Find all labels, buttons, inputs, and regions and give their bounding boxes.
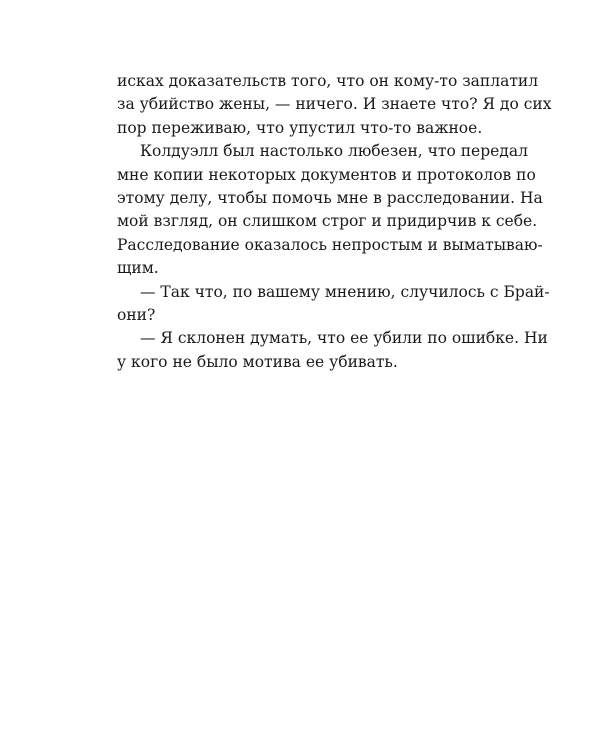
text-line: этому делу, чтобы помочь мне в расследовании. На [117, 188, 543, 207]
text-line: щим. [117, 259, 159, 278]
text-line: за убийство жены, — ничего. И знаете что? Я до сих [117, 95, 552, 114]
text-line: Колдуэлл был настолько любезен, что передал [140, 142, 528, 161]
text-line: мне копии некоторых документов и протоколов по [117, 165, 536, 184]
text-line: Расследование оказалось непростым и выматываю- [117, 235, 543, 254]
text-line: — Я склонен думать, что ее убили по ошибке. Ни [140, 329, 548, 348]
text-line: пор переживаю, что упустил что-то важное. [117, 118, 483, 137]
text-line: — Так что, по вашему мнению, случилось с Брай- [140, 282, 550, 301]
text-line: у кого не было мотива ее убивать. [117, 352, 398, 371]
text-line: исках доказательств того, что он кому-то заплатил [117, 72, 539, 90]
body-text [117, 70, 552, 374]
text-line: они? [117, 305, 156, 324]
text-line: мой взгляд, он слишком строг и придирчив к себе. [117, 212, 538, 231]
